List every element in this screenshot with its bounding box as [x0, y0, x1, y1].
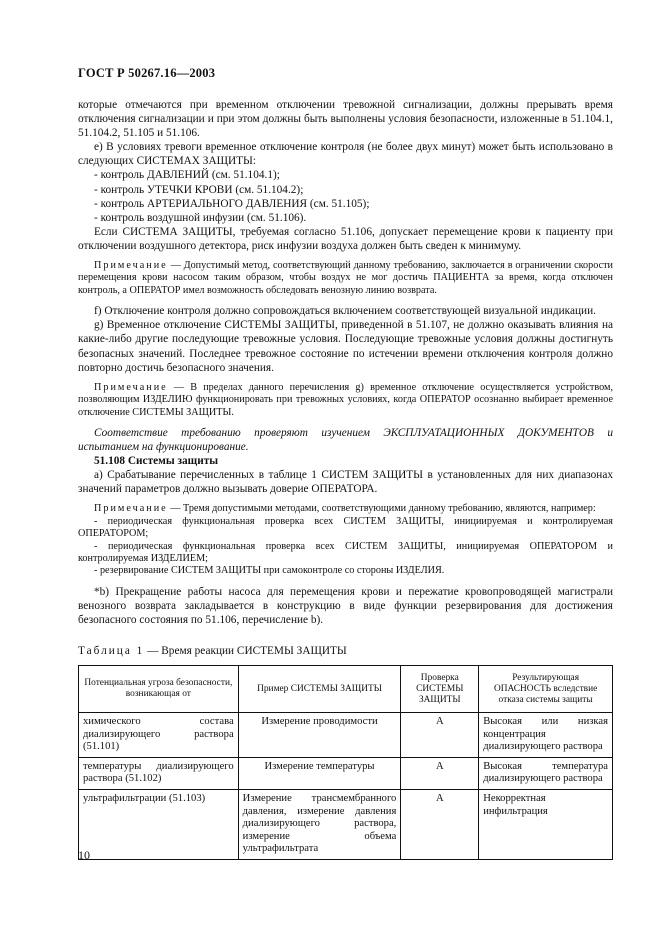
list-item: - контроль ДАВЛЕНИЙ (см. 51.104.1); — [94, 169, 280, 182]
list-item: - контроль УТЕЧКИ КРОВИ (см. 51.104.2); — [94, 183, 304, 196]
table-cell: химического состава диализирующего раствора (51.101) — [79, 713, 239, 758]
table-cell: Измерение трансмембранного давления, измерение давления диализирующего раствора, измерение объема ультрафильтрата — [238, 789, 401, 859]
compliance-statement: Соответствие требованию проверяют изучением ЭКСПЛУАТАЦИОННЫХ ДОКУМЕНТОВ и испытанием на функционирование. — [78, 426, 613, 454]
table-row — [79, 789, 613, 859]
table-header-cell: Потенциальная угроза безопасности, возникающая от — [79, 666, 239, 713]
note-label: Примечание — [94, 503, 168, 515]
page-number: 10 — [78, 848, 90, 862]
table-header-row — [79, 666, 613, 713]
paragraph-g: g) Временное отключение СИСТЕМЫ ЗАЩИТЫ, приведенной в 51.107, не должно оказывать влияния на какие-либо другие последующие тревожные условия. Последующие тревожные условия должны достигнуть безопасных значений. Последнее тревожное состояние по истечении времени отключения контроля должно повторно достичь безопасного значения. — [78, 319, 613, 374]
note-3 — [78, 503, 613, 515]
note-label: Примечание — [94, 260, 168, 272]
table-row — [79, 757, 613, 789]
table-caption-label: Таблица 1 — [78, 645, 145, 657]
document-body — [78, 98, 613, 627]
table-header-cell: Пример СИСТЕМЫ ЗАЩИТЫ — [238, 666, 401, 713]
paragraph-air-infusion: Если СИСТЕМА ЗАЩИТЫ, требуемая согласно 51.106, допускает перемещение крови к пациенту при отключении воздушного детектора, риск инфузии воздуха должен быть сведен к минимуму. — [78, 225, 613, 252]
document-header: ГОСТ Р 50267.16—2003 — [78, 66, 216, 80]
table-header-cell: Проверка СИСТЕМЫ ЗАЩИТЫ — [401, 666, 479, 713]
table-cell: Измерение температуры — [238, 757, 401, 789]
table-caption-text: — Время реакции СИСТЕМЫ ЗАЩИТЫ — [144, 645, 347, 657]
note-text: — Допустимый метод, соответствующий данному требованию, заключается в ограничении скорости перемещения крови насосом таким образом, чтобы воздух не мог достичь ПАЦИЕНТА за время, когда отключен контроль, а ОПЕРАТОР имел возможность обследовать венозную линию возврата. — [78, 260, 613, 296]
table-caption — [78, 645, 347, 657]
paragraph-f: f) Отключение контроля должно сопровождаться включением соответствующей визуальной индикации. — [94, 305, 596, 318]
paragraph-continuation: которые отмечаются при временном отключении тревожной сигнализации, должны прерывать время отключения сигнализации и при этом должны быть выполнены условия безопасности, изложенные в 51.104.1, 51.104.2, 51.105 и 51.106. — [78, 99, 613, 140]
table-cell: температуры диализирующего раствора (51.102) — [79, 757, 239, 789]
note-text: — Тремя допустимыми методами, соответствующими данному требованию, являются, например: — [167, 503, 596, 515]
table-cell: Некорректная инфильтрация — [479, 789, 613, 859]
table-cell: ультрафильтрации (51.103) — [79, 789, 239, 859]
table-cell: Измерение проводимости — [238, 713, 401, 758]
table-cell: A — [401, 713, 479, 758]
note-list-item: - резервирование СИСТЕМ ЗАЩИТЫ при самоконтроле со стороны ИЗДЕЛИЯ. — [94, 565, 445, 577]
paragraph-b: *b) Прекращение работы насоса для перемещения крови и пережатие кровопроводящей магистрали венозного возврата закладывается в конструкцию в виде функции резервирования для достижения безопасного состояния по 51.106, перечисление b). — [78, 585, 613, 627]
table-row — [79, 713, 613, 758]
paragraph-a: a) Срабатывание перечисленных в таблице 1 СИСТЕМ ЗАЩИТЫ в установленных для них диапазонах значений параметров должно вызывать доверие ОПЕРАТОРА. — [78, 469, 613, 496]
reaction-time-table — [78, 665, 613, 860]
note-list-item: - периодическая функциональная проверка всех СИСТЕМ ЗАЩИТЫ, инициируемая и контролируемая ОПЕРАТОРОМ; — [78, 515, 613, 540]
note-label: Примечание — [94, 381, 168, 393]
note-1 — [78, 260, 613, 297]
note-list-item: - периодическая функциональная проверка всех СИСТЕМ ЗАЩИТЫ, инициируемая ОПЕРАТОРОМ и контролируемая ИЗДЕЛИЕМ; — [78, 540, 613, 565]
table-cell: A — [401, 757, 479, 789]
table-cell: A — [401, 789, 479, 859]
paragraph-e: e) В условиях тревоги временное отключение контроля (не более двух минут) может быть использовано в следующих СИСТЕМАХ ЗАЩИТЫ: — [78, 141, 613, 168]
table-cell: Высокая температура диализирующего раствора — [479, 757, 613, 789]
section-title: 51.108 Системы защиты — [94, 455, 219, 468]
table-cell: Высокая или низкая концентрация диализирующего раствора — [479, 713, 613, 758]
note-text: — В пределах данного перечисления g) временное отключение осуществляется устройством, позволяющим ИЗДЕЛИЮ функционировать при тревожных условиях, когда ОПЕРАТОР осознанно выбирает временное отключение СИСТЕМЫ ЗАЩИТЫ. — [78, 381, 613, 418]
table-header-cell: Результирующая ОПАСНОСТЬ вследствие отказа системы защиты — [479, 666, 613, 713]
note-2 — [78, 382, 613, 419]
list-item: - контроль АРТЕРИАЛЬНОГО ДАВЛЕНИЯ (см. 51.105); — [94, 197, 370, 210]
list-item: - контроль воздушной инфузии (см. 51.106). — [94, 211, 307, 224]
